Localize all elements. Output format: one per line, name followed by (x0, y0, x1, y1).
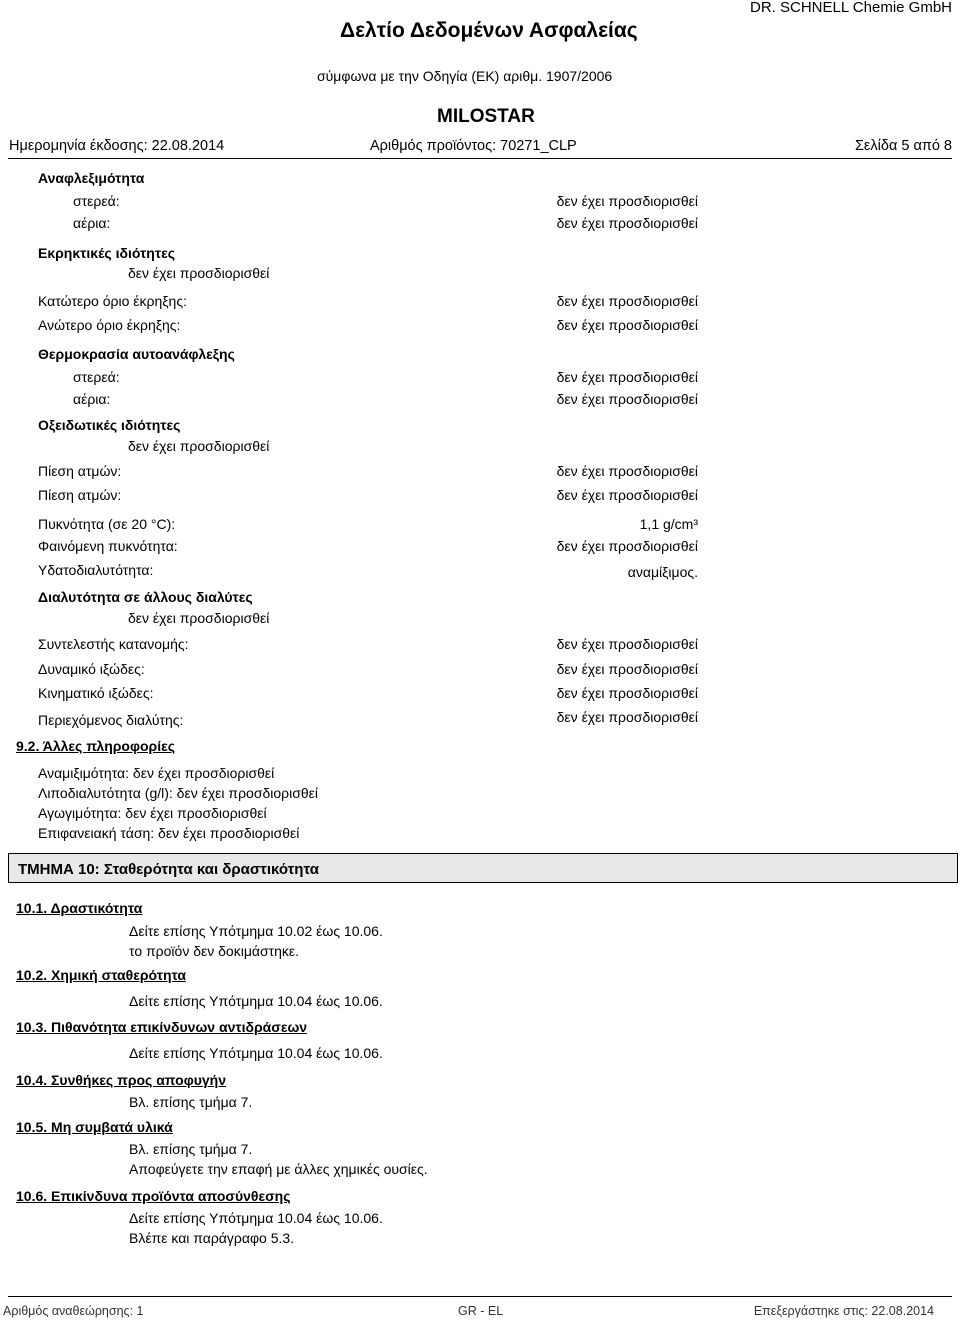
subsection-10-2-text: Δείτε επίσης Υπότμημα 10.04 έως 10.06. (129, 993, 383, 1009)
density-label: Πυκνότητα (σε 20 °C): (38, 516, 176, 532)
flammability-solid-value: δεν έχει προσδιορισθεί (556, 193, 698, 209)
subsection-10-3-heading: 10.3. Πιθανότητα επικίνδυνων αντιδράσεων (16, 1019, 308, 1035)
product-number: Αριθμός προϊόντος: 70271_CLP (370, 138, 577, 154)
upper-limit-label: Ανώτερο όριο έκρηξης: (38, 317, 181, 333)
bulk-density-value: δεν έχει προσδιορισθεί (556, 538, 698, 554)
flammability-gas-value: δεν έχει προσδιορισθεί (556, 215, 698, 231)
subsection-10-4-heading: 10.4. Συνθήκες προς αποφυγήν (16, 1072, 226, 1088)
subsection-10-6-text: Βλέπε και παράγραφο 5.3. (129, 1230, 295, 1246)
partition-label: Συντελεστής κατανομής: (38, 636, 189, 652)
water-solubility-label: Υδατοδιαλυτότητα: (38, 562, 154, 578)
oxidizing-value: δεν έχει προσδιορισθεί (128, 438, 270, 454)
upper-limit-value: δεν έχει προσδιορισθεί (556, 317, 698, 333)
product-name: MILOSTAR (437, 106, 535, 127)
lower-limit-label: Κατώτερο όριο έκρηξης: (38, 293, 187, 309)
water-solubility-value: αναμίξιμος. (627, 564, 698, 580)
other-info-line: Αγωγιμότητα: δεν έχει προσδιορισθεί (38, 805, 267, 821)
density-value: 1,1 g/cm³ (639, 516, 698, 532)
subsection-10-6-text: Δείτε επίσης Υπότμημα 10.04 έως 10.06. (129, 1210, 383, 1226)
vapour-pressure-1-value: δεν έχει προσδιορισθεί (556, 463, 698, 479)
autoignition-label: Θερμοκρασία αυτοανάφλεξης (38, 346, 235, 362)
page-number: Σελίδα 5 από 8 (854, 138, 952, 154)
autoignition-gas-value: δεν έχει προσδιορισθεί (556, 391, 698, 407)
solubility-other-value: δεν έχει προσδιορισθεί (128, 610, 270, 626)
autoignition-solid-value: δεν έχει προσδιορισθεί (556, 369, 698, 385)
subsection-10-1-text: Δείτε επίσης Υπότμημα 10.02 έως 10.06. (129, 923, 383, 939)
other-info-line: Αναμιξιμότητα: δεν έχει προσδιορισθεί (38, 765, 275, 781)
regulation-subtitle: σύμφωνα με την Οδηγία (ΕΚ) αριθμ. 1907/2006 (317, 68, 613, 84)
explosive-label: Εκρηκτικές ιδιότητες (38, 245, 175, 261)
subsection-10-5-text: Βλ. επίσης τμήμα 7. (129, 1141, 253, 1157)
subsection-10-6-heading: 10.6. Επικίνδυνα προϊόντα αποσύνθεσης (16, 1188, 291, 1204)
kinematic-viscosity-label: Κινηματικό ιξώδες: (38, 685, 154, 701)
other-info-line: Επιφανειακή τάση: δεν έχει προσδιορισθεί (38, 825, 300, 841)
solubility-other-label: Διαλυτότητα σε άλλους διαλύτες (38, 589, 253, 605)
language-code: GR - EL (458, 1304, 504, 1318)
dynamic-viscosity-label: Δυναμικό ιξώδες: (38, 661, 145, 677)
vapour-pressure-2-value: δεν έχει προσδιορισθεί (556, 487, 698, 503)
section-10-header (8, 853, 958, 883)
flammability-label: Αναφλεξιμότητα (38, 170, 145, 186)
company-name: DR. SCHNELL Chemie GmbH (750, 0, 952, 16)
lower-limit-value: δεν έχει προσδιορισθεί (556, 293, 698, 309)
kinematic-viscosity-value: δεν έχει προσδιορισθεί (556, 685, 698, 701)
revision-number: Αριθμός αναθεώρησης: 1 (3, 1304, 144, 1318)
flammability-gas-label: αέρια: (73, 215, 111, 231)
subsection-10-2-heading: 10.2. Χημική σταθερότητα (16, 967, 186, 983)
autoignition-solid-label: στερεά: (73, 369, 120, 385)
document-title: Δελτίο Δεδομένων Ασφαλείας (340, 19, 638, 42)
processed-date: Επεξεργάστηκε στις: 22.08.2014 (753, 1304, 934, 1318)
dynamic-viscosity-value: δεν έχει προσδιορισθεί (556, 661, 698, 677)
other-info-heading: 9.2. Άλλες πληροφορίες (16, 738, 176, 754)
subsection-10-1-text: το προϊόν δεν δοκιμάστηκε. (129, 943, 300, 959)
explosive-value: δεν έχει προσδιορισθεί (128, 265, 270, 281)
bulk-density-label: Φαινόμενη πυκνότητα: (38, 538, 178, 554)
subsection-10-5-heading: 10.5. Μη συμβατά υλικά (16, 1119, 173, 1135)
section-10-title: ΤΜΗΜΑ 10: Σταθερότητα και δραστικότητα (18, 861, 319, 878)
oxidizing-label: Οξειδωτικές ιδιότητες (38, 417, 181, 433)
header-rule (8, 158, 952, 159)
issue-date: Ημερομηνία έκδοσης: 22.08.2014 (9, 138, 225, 154)
vapour-pressure-1-label: Πίεση ατμών: (38, 463, 122, 479)
subsection-10-3-text: Δείτε επίσης Υπότμημα 10.04 έως 10.06. (129, 1045, 383, 1061)
partition-value: δεν έχει προσδιορισθεί (556, 636, 698, 652)
subsection-10-1-heading: 10.1. Δραστικότητα (16, 900, 143, 916)
subsection-10-5-text: Αποφεύγετε την επαφή με άλλες χημικές ουσίες. (129, 1161, 428, 1177)
footer-rule (8, 1296, 952, 1297)
autoignition-gas-label: αέρια: (73, 391, 111, 407)
subsection-10-4-text: Βλ. επίσης τμήμα 7. (129, 1094, 253, 1110)
vapour-pressure-2-label: Πίεση ατμών: (38, 487, 122, 503)
other-info-line: Λιποδιαλυτότητα (g/l): δεν έχει προσδιορισθεί (38, 785, 319, 801)
solvent-content-label: Περιεχόμενος διαλύτης: (38, 712, 184, 728)
flammability-solid-label: στερεά: (73, 193, 120, 209)
solvent-content-value: δεν έχει προσδιορισθεί (556, 709, 698, 725)
